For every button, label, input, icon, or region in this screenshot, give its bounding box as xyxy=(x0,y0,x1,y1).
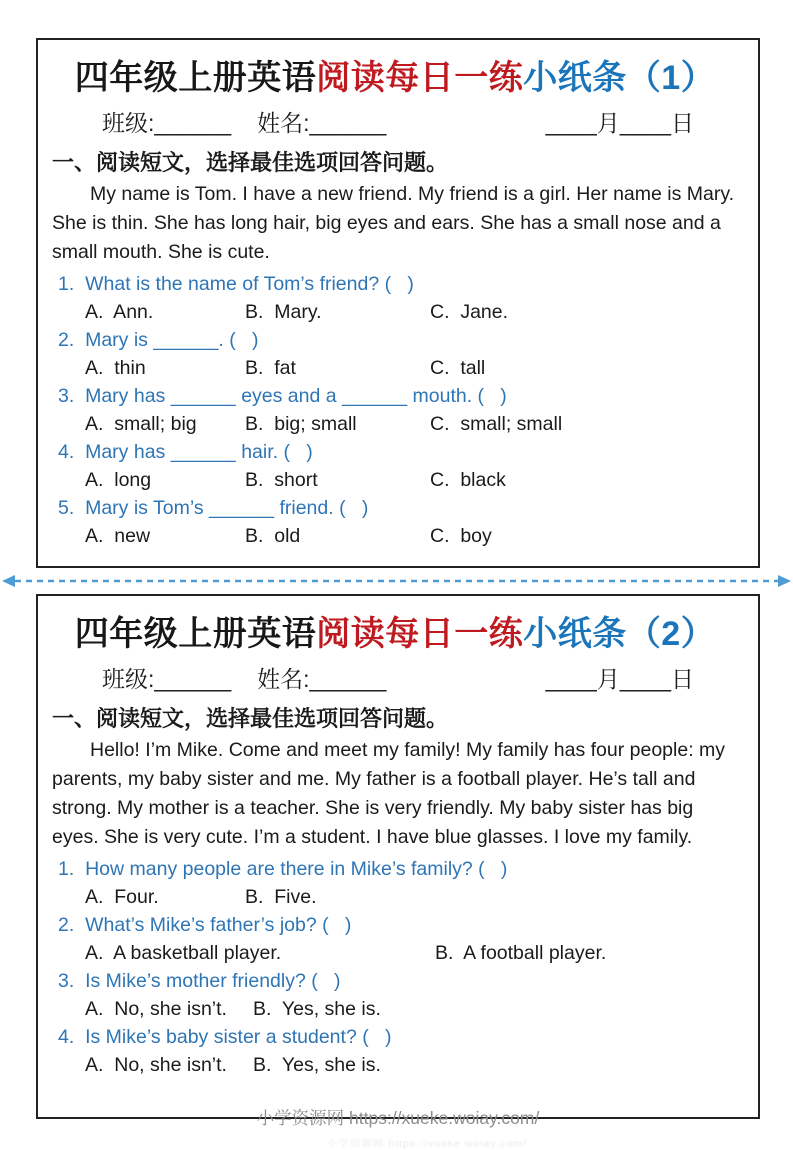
option-a: A. A basketball player. xyxy=(85,942,282,964)
options-row xyxy=(46,1051,744,1079)
option-a: A. new xyxy=(85,525,151,547)
section-instruction: 一、阅读短文，选择最佳选项回答问题。 xyxy=(52,706,449,731)
reading-passage: My name is Tom. I have a new friend. My friend is a girl. Her name is Mary. She is thin. She has long hair, big eyes and ears. She has a small nose and a small mouth. She is cute. xyxy=(52,183,735,263)
site-watermark-ghost: 小学资源网 https://xueke.woiay.com/ xyxy=(326,1138,527,1150)
option-a: A. No, she isn’t. xyxy=(85,998,227,1020)
options-row xyxy=(46,939,744,967)
option-b: B. Yes, she is. xyxy=(253,1054,381,1076)
option-a: A. Ann. xyxy=(85,301,154,323)
option-c: C. small; small xyxy=(430,413,563,435)
options-row xyxy=(46,522,744,550)
option-c: C. Jane. xyxy=(430,301,509,323)
title-practice-text: 阅读每日一练 xyxy=(316,59,524,97)
right-arrow-icon xyxy=(778,575,791,587)
worksheet-sheet-1 xyxy=(36,38,760,568)
option-b: B. fat xyxy=(245,357,296,379)
title-grade-text: 四年级上册英语 xyxy=(74,59,317,97)
question-3: 3. Is Mike’s mother friendly? ( ) xyxy=(58,970,341,992)
option-c: C. black xyxy=(430,469,506,491)
options-row xyxy=(46,298,744,326)
meta-left xyxy=(102,105,412,138)
options-row xyxy=(46,410,744,438)
option-c: C. tall xyxy=(430,357,486,379)
question-4: 4. Mary has ______ hair. ( ) xyxy=(58,441,313,463)
option-a: A. long xyxy=(85,469,152,491)
title-grade-text: 四年级上册英语 xyxy=(74,615,317,653)
option-b: B. big; small xyxy=(245,413,357,435)
date-field: ____月____日 xyxy=(545,666,694,692)
option-b: B. short xyxy=(245,469,318,491)
option-a: A. No, she isn’t. xyxy=(85,1054,227,1076)
question-1: 1. How many people are there in Mike’s family? ( ) xyxy=(58,858,508,880)
option-a: A. small; big xyxy=(85,413,197,435)
option-a: A. thin xyxy=(85,357,146,379)
date-field: ____月____日 xyxy=(545,110,694,136)
question-2: 2. What’s Mike’s father’s job? ( ) xyxy=(58,914,352,936)
left-arrow-icon xyxy=(2,575,15,587)
cut-line xyxy=(0,572,793,590)
option-b: B. Yes, she is. xyxy=(253,998,381,1020)
meta-row xyxy=(46,659,744,694)
options-row xyxy=(46,354,744,382)
option-b: B. Mary. xyxy=(245,301,322,323)
worksheet-sheet-2 xyxy=(36,594,760,1150)
sheet-title xyxy=(46,50,744,99)
title-slip-number: 小纸条（2） xyxy=(523,615,716,653)
option-c: C. boy xyxy=(430,525,492,547)
meta-left xyxy=(102,661,412,694)
option-b: B. old xyxy=(245,525,301,547)
meta-row xyxy=(46,103,744,138)
option-a: A. Four. xyxy=(85,886,159,908)
class-field: 班级:______ xyxy=(102,110,232,136)
option-b: B. A football player. xyxy=(435,942,607,964)
question-1: 1. What is the name of Tom’s friend? ( ) xyxy=(58,273,414,295)
options-row xyxy=(46,883,744,911)
options-row xyxy=(46,995,744,1023)
question-3: 3. Mary has ______ eyes and a ______ mouth. ( ) xyxy=(58,385,507,407)
title-slip-number: 小纸条（1） xyxy=(523,59,716,97)
site-watermark: 小学资源网 https://xueke.woiay.com/ xyxy=(256,1108,540,1128)
sheet-title xyxy=(46,606,744,655)
reading-passage: Hello! I’m Mike. Come and meet my family! My family has four people: my parents, my baby sister and me. My father is a football player. He’s tall and strong. My mother is a teacher. She is very friendly. My baby sister has big eyes. She is very cute. I’m a student. I have blue glasses. I love my family. xyxy=(52,739,726,848)
name-field: 姓名:______ xyxy=(257,666,387,692)
question-5: 5. Mary is Tom’s ______ friend. ( ) xyxy=(58,497,369,519)
cut-line-arrow-graphic xyxy=(0,572,793,590)
section-instruction: 一、阅读短文，选择最佳选项回答问题。 xyxy=(52,150,449,175)
options-row xyxy=(46,466,744,494)
option-b: B. Five. xyxy=(245,886,317,908)
question-2: 2. Mary is ______. ( ) xyxy=(58,329,259,351)
class-field: 班级:______ xyxy=(102,666,232,692)
title-practice-text: 阅读每日一练 xyxy=(316,615,524,653)
name-field: 姓名:______ xyxy=(257,110,387,136)
question-4: 4. Is Mike’s baby sister a student? ( ) xyxy=(58,1026,392,1048)
